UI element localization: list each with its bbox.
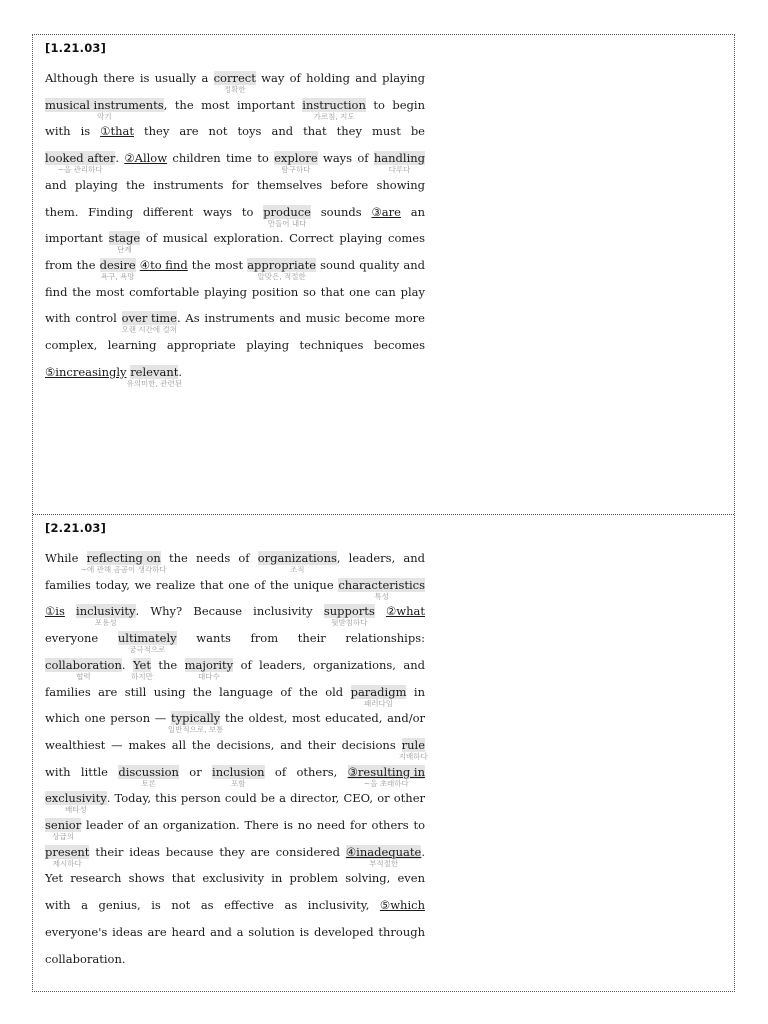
vocab-text: produce [263,204,311,219]
korean-gloss: 뒷받침하다 [331,618,368,628]
numbered-choice [45,365,127,379]
vocab-text: inclusion [212,764,265,779]
numbered-choice [100,124,134,138]
vocab-text: relevant [130,364,179,379]
numbered-choice [371,205,400,219]
vocab-word [80,551,167,574]
text-run: everyone's ideas are heard and a solution is developed through collaboration. [45,924,425,966]
passage-panel-1 [45,41,426,388]
vocab-text: rule [401,737,425,752]
vocab-text: musical instruments [45,97,164,112]
text-run: . As instruments and music become more complex, learning appropriate playing techniques becomes [45,311,425,353]
numbered-choice [386,604,425,618]
korean-gloss: 포함 [231,778,246,788]
vocab-word [323,604,375,628]
text-run: , the most important [163,97,303,112]
vocab-text: over time [121,311,177,326]
question-id: [2.21.03] [45,521,107,535]
vocab-word [45,657,122,681]
korean-gloss: 악기 [97,111,112,121]
vocab-text: discussion [118,764,179,779]
text-run: way of holding and playing [255,71,425,85]
vocab-word [350,684,407,708]
text-run: ways of [317,151,374,166]
numbered-choice [45,604,65,618]
korean-gloss: 만들어 내다 [267,218,307,228]
vocab-text: Yet [132,657,151,672]
korean-gloss: 대다수 [198,671,220,681]
korean-gloss: 특성 [374,591,389,601]
text-run: children time to [167,151,275,166]
passage-text [45,65,426,388]
numbered-choice [347,764,425,788]
korean-gloss: 협력 [76,671,91,681]
text-run: sounds [310,204,372,219]
choice-text: ②Allow [124,151,168,166]
vocab-word [373,151,426,175]
vocab-text: organizations [257,551,337,565]
text-run: an important [45,204,425,246]
vocab-text: ultimately [117,631,177,646]
vocab-word [212,764,265,788]
text-run: the most [187,257,248,272]
korean-gloss: 부적절한 [369,858,399,868]
korean-gloss: 조직 [290,565,305,574]
text-run: with little [45,764,119,779]
vocab-text: senior [45,818,82,833]
korean-gloss: 토론 [141,778,156,788]
vocab-text: collaboration [45,657,122,672]
text-run: everyone [45,631,118,646]
section-divider [33,514,734,515]
text-run: sound quality and find the most comfortable playing position so that one can play with control [45,257,426,326]
vocab-text: characteristics [338,577,425,592]
vocab-word [45,97,164,121]
vocab-word [184,657,234,681]
vocab-text: desire [99,257,136,272]
korean-gloss: 정확한 [223,85,246,94]
vocab-text: majority [184,657,234,672]
vocab-text: present [45,844,90,859]
vocab-word [263,204,311,228]
text-run: . [178,364,183,379]
vocab-word [398,737,428,761]
text-run: . Yet research shows that exclusivity in problem solving, even with a genius, is not as effective as inclusivity, [45,844,425,913]
vocab-word [45,791,107,815]
vocab-word [45,844,90,868]
korean-gloss: ~을 관리하다 [57,165,103,175]
vocab-text: paradigm [350,684,407,699]
vocab-text: supports [323,604,375,619]
text-run: of others, [264,764,348,779]
vocab-text: correct [213,71,256,85]
text-run: their ideas because they are considered [89,844,346,859]
vocab-word [167,711,224,735]
text-run: the [150,657,185,672]
korean-gloss: 상급의 [52,832,74,842]
text-run: . [115,151,125,166]
vocab-text: exclusivity [45,791,107,806]
text-run: the needs of [160,551,258,565]
choice-text: ①that [100,124,134,139]
vocab-text: typically [170,711,221,726]
vocab-word [45,151,116,175]
korean-gloss: ~에 관해 곰곰이 생각하다 [80,565,167,574]
text-run: in which one person — [45,684,425,726]
vocab-text: stage [108,231,141,246]
korean-gloss: 유의미한, 관련된 [126,378,183,388]
vocab-text: looked after [45,151,116,166]
korean-gloss: 제시하다 [52,858,82,868]
korean-gloss: 하지만 [131,671,153,681]
passage-panel-2 [45,521,428,972]
korean-gloss: 지배하다 [398,751,428,761]
text-run: wants from their relationships: [176,631,425,646]
text-run: and playing the instruments for themselves before showing them. Finding different ways to [45,177,425,219]
vocab-text: instruction [302,97,366,112]
text-run: While [45,551,87,565]
choice-text: ②what [385,604,426,619]
choice-text: ①is [45,604,65,619]
text-run: . Today, this person could be a director, CEO, or other [106,791,425,806]
korean-gloss: 탐구하다 [281,165,311,175]
korean-gloss: 일반적으로, 보통 [167,725,224,735]
vocab-text: explore [274,151,318,166]
choice-text: ⑤increasingly [45,364,127,379]
numbered-choice [380,898,425,912]
vocab-text: handling [373,151,426,166]
choice-text: ④inadequate [345,844,422,859]
korean-gloss: 오랜 시간에 걸쳐 [121,325,178,335]
choice-text: ⑤which [379,898,425,913]
text-run: to begin with is [45,97,425,139]
text-run: or [178,764,213,779]
vocab-word [118,764,179,788]
korean-gloss: 패러다임 [364,698,394,708]
vocab-text: inclusivity [76,604,136,619]
vocab-word [338,577,425,601]
korean-gloss: 궁극적으로 [129,645,166,655]
numbered-choice [124,151,167,165]
korean-gloss: 다루다 [388,165,411,175]
vocab-word [76,604,136,628]
vocab-text: appropriate [247,257,317,272]
text-run: . Why? Because inclusivity [135,604,324,619]
text-run: Although there is usually a [45,71,214,85]
question-id: [1.21.03] [45,41,107,55]
vocab-text: reflecting on [86,551,161,565]
choice-text: ③resulting in [347,764,425,779]
text-run: they are not toys and that they must be [134,124,425,139]
korean-gloss: 배타성 [64,805,87,815]
text-run: of leaders, organizations, and families are still using the language of the old [45,657,426,699]
vocab-word [45,818,82,842]
vocab-word [131,657,153,681]
numbered-choice [345,844,422,868]
text-run: , leaders, and families today, we realize that one of the unique [45,551,426,592]
text-run [65,604,76,618]
vocab-word [257,551,337,574]
text-run [375,604,386,618]
korean-gloss: 가르침, 지도 [313,111,355,121]
vocab-word [121,311,178,335]
korean-gloss: 포용성 [94,618,117,628]
vocab-word [108,231,141,255]
vocab-word [274,151,318,175]
korean-gloss: 알맞은, 적절한 [257,271,306,281]
choice-text: ④to find [139,257,188,272]
text-run: leader of an organization. There is no need for others to [81,818,425,833]
text-run: of musical exploration. Correct playing comes from the [45,231,425,272]
vocab-word [213,71,256,94]
text-run: . [121,657,133,672]
korean-gloss: 욕구, 욕망 [100,271,135,281]
vocab-word [302,97,366,121]
vocab-word [99,257,136,281]
vocab-word [126,364,183,388]
korean-gloss: 단계 [117,245,132,255]
vocab-word [247,257,317,281]
text-run: the oldest, most educated, and/or wealthiest — makes all the decisions, and their decisions [45,711,425,752]
vocab-word [117,631,177,655]
choice-text: ③are [371,204,401,219]
worksheet-frame [32,34,735,992]
korean-gloss: ~을 초래하다 [363,778,409,788]
numbered-choice [140,258,188,272]
passage-text [45,545,428,972]
